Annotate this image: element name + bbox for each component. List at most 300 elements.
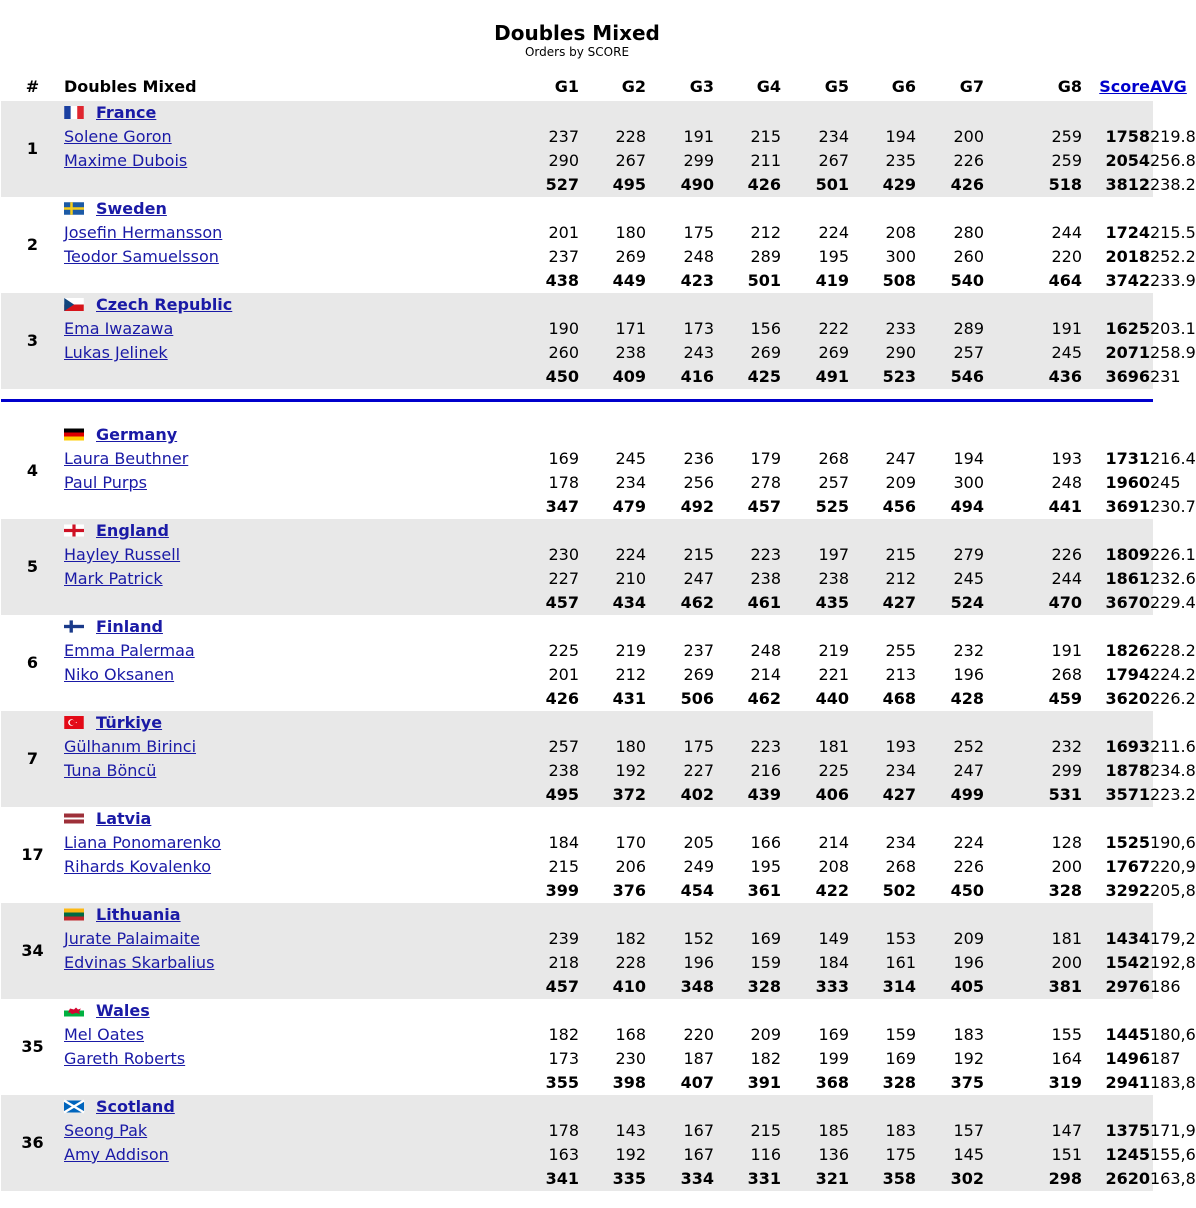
player-game-g4: 278 (750, 473, 781, 492)
team-total-score: 3292 (1105, 881, 1150, 900)
player-game-g2: 182 (579, 927, 646, 951)
team-total-game-g7: 494 (950, 497, 984, 516)
team-block (1, 807, 1196, 903)
player-game-g7: 157 (916, 1119, 984, 1143)
player-game-g2: 168 (615, 1025, 646, 1044)
team-total-game-g8: 470 (984, 591, 1082, 615)
team-total-score: 3742 (1105, 271, 1150, 290)
player-game-g5: 221 (818, 665, 849, 684)
team-total-game-g1: 355 (545, 1073, 579, 1092)
team-total-avg: 205,8 (1150, 881, 1196, 900)
player-game-g7: 279 (916, 543, 984, 567)
team-total-game-g4: 328 (714, 975, 781, 999)
player-game-g6: 194 (849, 125, 916, 149)
player-game-g4: 179 (750, 449, 781, 468)
player-game-g7: 232 (953, 641, 984, 660)
team-total-game-g5: 321 (781, 1167, 849, 1191)
team-total-game-g5: 491 (781, 365, 849, 389)
team-total-avg: 229.4 (1150, 591, 1153, 615)
team-total-game-g3: 454 (680, 881, 714, 900)
team-header-row (1, 423, 1153, 447)
player-avg: 190,6 (1150, 833, 1196, 852)
player-row (1, 663, 1153, 687)
player-avg: 187 (1150, 1049, 1181, 1068)
team-total-game-g3: 416 (646, 365, 714, 389)
player-score: 1826 (1105, 641, 1150, 660)
player-name-link[interactable]: Niko Oksanen (64, 665, 175, 684)
player-row (1, 759, 1153, 783)
team-total-game-g4: 501 (747, 271, 781, 290)
player-name-link[interactable]: Solene Goron (64, 127, 172, 146)
player-score: 1724 (1105, 223, 1150, 242)
player-game-g5: 184 (781, 951, 849, 975)
team-total-game-g1: 438 (545, 271, 579, 290)
player-row (1, 125, 1153, 149)
player-game-g1: 238 (511, 759, 579, 783)
player-row (1, 855, 1153, 879)
player-game-g7: 196 (916, 951, 984, 975)
col-name-header: Doubles Mixed (64, 77, 197, 96)
player-row (1, 1143, 1153, 1167)
player-game-g8: 200 (1051, 857, 1082, 876)
player-score: 1245 (1082, 1143, 1150, 1167)
team-total-game-g2: 372 (579, 783, 646, 807)
col-g7-header: G7 (959, 77, 984, 96)
player-game-g7: 245 (916, 567, 984, 591)
team-rank: 6 (26, 653, 39, 672)
country-link[interactable]: France (96, 103, 157, 122)
player-game-g8: 155 (1051, 1025, 1082, 1044)
player-score: 1809 (1082, 543, 1150, 567)
team-total-row (1, 975, 1153, 999)
player-game-g6: 175 (849, 1143, 916, 1167)
player-game-g3: 249 (683, 857, 714, 876)
player-game-g6: 215 (849, 543, 916, 567)
player-row (1, 831, 1153, 855)
team-total-game-g2: 409 (579, 365, 646, 389)
player-game-g5: 195 (818, 247, 849, 266)
team-total-game-g8: 464 (1048, 271, 1082, 290)
player-game-g2: 170 (615, 833, 646, 852)
player-game-g6: 234 (885, 833, 916, 852)
player-game-g5: 225 (781, 759, 849, 783)
wa-flag-icon (64, 1000, 84, 1013)
player-game-g7: 224 (953, 833, 984, 852)
player-game-g5: 219 (818, 641, 849, 660)
player-game-g8: 193 (1051, 449, 1082, 468)
player-game-g6: 193 (849, 735, 916, 759)
player-game-g2: 219 (615, 641, 646, 660)
player-name-link[interactable]: Hayley Russell (64, 545, 181, 564)
player-game-g2: 206 (615, 857, 646, 876)
country-link[interactable]: Türkiye (96, 713, 163, 732)
team-total-game-g4: 439 (714, 783, 781, 807)
player-name-link[interactable]: Josefin Hermansson (64, 223, 223, 242)
team-header-row (1, 807, 1153, 831)
team-total-game-g3: 334 (646, 1167, 714, 1191)
player-game-g6: 290 (849, 341, 916, 365)
team-total-game-g4: 361 (747, 881, 781, 900)
country-link[interactable]: Czech Republic (96, 295, 233, 314)
team-total-game-g5: 525 (815, 497, 849, 516)
player-name-link[interactable]: Lukas Jelinek (64, 343, 168, 362)
team-block (1, 615, 1196, 711)
player-avg: 226.1 (1150, 543, 1153, 567)
player-avg: 252.2 (1150, 247, 1196, 266)
team-total-score: 3670 (1082, 591, 1150, 615)
player-game-g4: 248 (750, 641, 781, 660)
country-link[interactable]: Finland (96, 617, 163, 636)
country-link[interactable]: Latvia (96, 809, 152, 828)
team-total-game-g3: 402 (646, 783, 714, 807)
team-total-score: 2941 (1105, 1073, 1150, 1092)
player-game-g7: 209 (916, 927, 984, 951)
player-game-g1: 257 (511, 735, 579, 759)
header-row (1, 73, 1153, 101)
player-game-g7: 257 (916, 341, 984, 365)
team-rank: 7 (1, 711, 64, 807)
player-name-link[interactable]: Seong Pak (64, 1121, 148, 1140)
team-block (1, 101, 1196, 197)
team-total-score: 3571 (1082, 783, 1150, 807)
player-game-g5: 238 (781, 567, 849, 591)
player-game-g4: 223 (714, 735, 781, 759)
player-row (1, 1023, 1153, 1047)
team-total-score: 3696 (1082, 365, 1150, 389)
player-game-g2: 245 (615, 449, 646, 468)
player-game-g6: 235 (849, 149, 916, 173)
player-game-g2: 143 (579, 1119, 646, 1143)
team-total-game-g5: 435 (781, 591, 849, 615)
player-game-g2: 171 (579, 317, 646, 341)
team-header-row (1, 999, 1153, 1023)
player-game-g8: 299 (984, 759, 1082, 783)
player-game-g1: 169 (548, 449, 579, 468)
team-total-game-g1: 527 (511, 173, 579, 197)
team-total-game-g6: 468 (882, 689, 916, 708)
player-name-link[interactable]: Laura Beuthner (64, 449, 189, 468)
team-rank: 36 (1, 1095, 64, 1191)
player-score: 1731 (1105, 449, 1150, 468)
player-game-g7: 252 (916, 735, 984, 759)
player-row (1, 567, 1153, 591)
team-rank: 5 (1, 519, 64, 615)
player-game-g2: 212 (615, 665, 646, 684)
team-total-game-g8: 319 (1048, 1073, 1082, 1092)
player-game-g6: 300 (885, 247, 916, 266)
team-total-game-g7: 405 (916, 975, 984, 999)
team-total-game-g2: 376 (612, 881, 646, 900)
team-total-game-g2: 449 (612, 271, 646, 290)
team-header-row (1, 711, 1153, 735)
team-total-game-g5: 368 (815, 1073, 849, 1092)
col-g3-header: G3 (689, 77, 714, 96)
player-game-g1: 173 (548, 1049, 579, 1068)
player-avg: 256.8 (1150, 149, 1153, 173)
en-flag-icon (64, 520, 84, 533)
team-header-row (1, 1095, 1153, 1119)
page-subtitle: Orders by SCORE (524, 45, 630, 59)
player-game-g6: 234 (849, 759, 916, 783)
player-game-g4: 212 (750, 223, 781, 242)
lv-flag-icon (64, 808, 84, 821)
team-total-row (1, 1071, 1153, 1095)
team-header-row (1, 903, 1153, 927)
team-block (1, 1095, 1196, 1191)
player-game-g4: 156 (714, 317, 781, 341)
player-name-link[interactable]: Liana Ponomarenko (64, 833, 222, 852)
team-total-avg: 238.2 (1150, 173, 1153, 197)
player-game-g2: 230 (615, 1049, 646, 1068)
player-game-g3: 269 (683, 665, 714, 684)
player-game-g1: 239 (511, 927, 579, 951)
col-g8-header: G8 (1057, 77, 1082, 96)
player-game-g4: 166 (750, 833, 781, 852)
player-game-g3: 299 (646, 149, 714, 173)
col-g6-header: G6 (891, 77, 916, 96)
team-total-row (1, 495, 1153, 519)
country-link[interactable]: England (96, 521, 169, 540)
team-rank: 3 (1, 293, 64, 389)
player-game-g4: 223 (714, 543, 781, 567)
player-game-g8: 245 (984, 341, 1082, 365)
player-game-g8: 181 (984, 927, 1082, 951)
player-game-g5: 197 (781, 543, 849, 567)
team-block (1, 423, 1196, 519)
country-link[interactable]: Scotland (96, 1097, 175, 1116)
sort-score-link[interactable]: Score (1099, 77, 1150, 96)
player-game-g7: 183 (953, 1025, 984, 1044)
player-name-link[interactable]: Edvinas Skarbalius (64, 953, 215, 972)
country-link[interactable]: Sweden (96, 199, 167, 218)
player-game-g5: 208 (818, 857, 849, 876)
player-name-link[interactable]: Mel Oates (64, 1025, 145, 1044)
player-game-g7: 226 (953, 857, 984, 876)
player-score: 1542 (1082, 951, 1150, 975)
team-total-game-g6: 508 (882, 271, 916, 290)
player-game-g8: 244 (1051, 223, 1082, 242)
team-total-avg: 231 (1150, 365, 1153, 389)
player-avg: 232.6 (1150, 567, 1153, 591)
team-total-game-g3: 506 (680, 689, 714, 708)
player-game-g1: 218 (511, 951, 579, 975)
player-game-g5: 267 (781, 149, 849, 173)
player-name-link[interactable]: Teodor Samuelsson (64, 247, 219, 266)
team-total-game-g6: 358 (849, 1167, 916, 1191)
team-total-game-g2: 479 (612, 497, 646, 516)
team-total-game-g7: 428 (950, 689, 984, 708)
player-game-g2: 210 (579, 567, 646, 591)
team-total-game-g1: 457 (511, 975, 579, 999)
team-total-game-g5: 440 (815, 689, 849, 708)
player-game-g5: 268 (818, 449, 849, 468)
team-total-score: 3620 (1105, 689, 1150, 708)
player-game-g4: 182 (750, 1049, 781, 1068)
team-total-game-g6: 314 (849, 975, 916, 999)
player-game-g6: 169 (885, 1049, 916, 1068)
player-score: 1445 (1105, 1025, 1150, 1044)
player-score: 1878 (1082, 759, 1150, 783)
player-game-g1: 230 (511, 543, 579, 567)
team-total-game-g4: 462 (747, 689, 781, 708)
team-total-game-g4: 331 (714, 1167, 781, 1191)
team-total-game-g1: 450 (511, 365, 579, 389)
player-game-g1: 260 (511, 341, 579, 365)
player-game-g5: 136 (781, 1143, 849, 1167)
player-score: 1693 (1082, 735, 1150, 759)
player-game-g5: 181 (781, 735, 849, 759)
player-name-link[interactable]: Ema Iwazawa (64, 319, 174, 338)
player-game-g4: 211 (714, 149, 781, 173)
player-row (1, 149, 1153, 173)
player-name-link[interactable]: Gülhanım Birinci (64, 737, 197, 756)
team-block (1, 519, 1196, 615)
player-name-link[interactable]: Amy Addison (64, 1145, 169, 1164)
player-game-g1: 290 (511, 149, 579, 173)
player-game-g4: 289 (750, 247, 781, 266)
player-game-g7: 226 (916, 149, 984, 173)
player-name-link[interactable]: Paul Purps (64, 473, 147, 492)
player-game-g5: 222 (781, 317, 849, 341)
team-total-game-g1: 341 (511, 1167, 579, 1191)
team-block (1, 293, 1196, 389)
country-link[interactable]: Germany (96, 425, 178, 444)
player-game-g6: 247 (885, 449, 916, 468)
team-total-game-g8: 518 (984, 173, 1082, 197)
team-total-game-g8: 441 (1048, 497, 1082, 516)
player-game-g6: 159 (885, 1025, 916, 1044)
player-name-link[interactable]: Gareth Roberts (64, 1049, 186, 1068)
player-game-g7: 194 (953, 449, 984, 468)
col-g1-header: G1 (554, 77, 579, 96)
player-game-g1: 201 (548, 665, 579, 684)
sort-avg-link[interactable]: AVG (1150, 77, 1187, 96)
team-total-game-g8: 459 (1048, 689, 1082, 708)
team-rank: 34 (1, 903, 64, 999)
player-game-g8: 147 (984, 1119, 1082, 1143)
team-rank: 17 (21, 845, 44, 864)
team-total-row (1, 365, 1153, 389)
team-total-game-g2: 495 (579, 173, 646, 197)
player-game-g8: 191 (1051, 641, 1082, 660)
player-game-g1: 227 (511, 567, 579, 591)
team-block (1, 197, 1196, 293)
player-avg: 216.4 (1150, 449, 1196, 468)
player-game-g3: 191 (646, 125, 714, 149)
player-game-g7: 280 (953, 223, 984, 242)
team-rank: 2 (26, 235, 39, 254)
team-total-game-g2: 431 (612, 689, 646, 708)
player-score: 1525 (1105, 833, 1150, 852)
player-row (1, 341, 1153, 365)
player-avg: 155,6 (1150, 1143, 1153, 1167)
player-game-g2: 228 (579, 125, 646, 149)
player-game-g2: 180 (615, 223, 646, 242)
player-game-g1: 178 (548, 473, 579, 492)
player-row (1, 245, 1153, 269)
player-avg: 224.2 (1150, 665, 1196, 684)
team-total-game-g6: 427 (849, 591, 916, 615)
player-score: 1861 (1082, 567, 1150, 591)
player-game-g5: 257 (818, 473, 849, 492)
player-game-g6: 208 (885, 223, 916, 242)
player-name-link[interactable]: Emma Palermaa (64, 641, 195, 660)
team-total-game-g6: 523 (849, 365, 916, 389)
team-total-game-g8: 531 (984, 783, 1082, 807)
team-total-game-g7: 546 (916, 365, 984, 389)
player-game-g4: 195 (750, 857, 781, 876)
player-game-g1: 237 (548, 247, 579, 266)
player-game-g5: 185 (781, 1119, 849, 1143)
team-total-game-g6: 427 (849, 783, 916, 807)
player-name-link[interactable]: Mark Patrick (64, 569, 163, 588)
player-game-g7: 196 (953, 665, 984, 684)
player-game-g8: 259 (984, 149, 1082, 173)
team-total-game-g3: 423 (680, 271, 714, 290)
team-total-game-g7: 450 (950, 881, 984, 900)
team-total-row (1, 879, 1153, 903)
player-game-g5: 149 (781, 927, 849, 951)
page-title: Doubles Mixed (494, 21, 660, 45)
team-total-avg: 223.2 (1150, 783, 1153, 807)
team-total-game-g6: 456 (882, 497, 916, 516)
se-flag-icon (64, 198, 84, 211)
player-game-g2: 269 (615, 247, 646, 266)
player-score: 2018 (1105, 247, 1150, 266)
team-total-game-g4: 426 (714, 173, 781, 197)
col-g5-header: G5 (824, 77, 849, 96)
team-total-game-g2: 398 (612, 1073, 646, 1092)
player-game-g6: 161 (849, 951, 916, 975)
team-total-game-g8: 381 (984, 975, 1082, 999)
player-score: 2054 (1082, 149, 1150, 173)
lt-flag-icon (64, 904, 84, 917)
player-game-g1: 178 (511, 1119, 579, 1143)
team-total-game-g7: 302 (916, 1167, 984, 1191)
player-score: 1960 (1105, 473, 1150, 492)
player-avg: 171,9 (1150, 1119, 1153, 1143)
team-block (1, 903, 1196, 999)
player-name-link[interactable]: Tuna Böncü (64, 761, 157, 780)
player-game-g1: 190 (511, 317, 579, 341)
player-name-link[interactable]: Rihards Kovalenko (64, 857, 212, 876)
player-name-link[interactable]: Maxime Dubois (64, 151, 188, 170)
fi-flag-icon (64, 616, 84, 629)
team-total-game-g2: 434 (579, 591, 646, 615)
player-game-g3: 220 (683, 1025, 714, 1044)
player-game-g3: 243 (646, 341, 714, 365)
player-game-g1: 215 (548, 857, 579, 876)
country-link[interactable]: Wales (96, 1001, 150, 1020)
player-game-g7: 300 (953, 473, 984, 492)
player-game-g6: 268 (885, 857, 916, 876)
player-game-g5: 269 (781, 341, 849, 365)
team-total-score: 2620 (1082, 1167, 1150, 1191)
player-game-g8: 226 (984, 543, 1082, 567)
player-game-g5: 169 (818, 1025, 849, 1044)
player-name-link[interactable]: Jurate Palaimaite (64, 929, 200, 948)
team-total-score: 3691 (1105, 497, 1150, 516)
col-g2-header: G2 (621, 77, 646, 96)
team-total-game-g5: 419 (815, 271, 849, 290)
country-link[interactable]: Lithuania (96, 905, 181, 924)
team-total-game-g6: 502 (882, 881, 916, 900)
team-total-avg: 163,8 (1150, 1167, 1153, 1191)
team-total-avg: 233.9 (1150, 271, 1196, 290)
team-total-game-g4: 391 (747, 1073, 781, 1092)
player-game-g4: 215 (714, 1119, 781, 1143)
player-game-g1: 225 (548, 641, 579, 660)
